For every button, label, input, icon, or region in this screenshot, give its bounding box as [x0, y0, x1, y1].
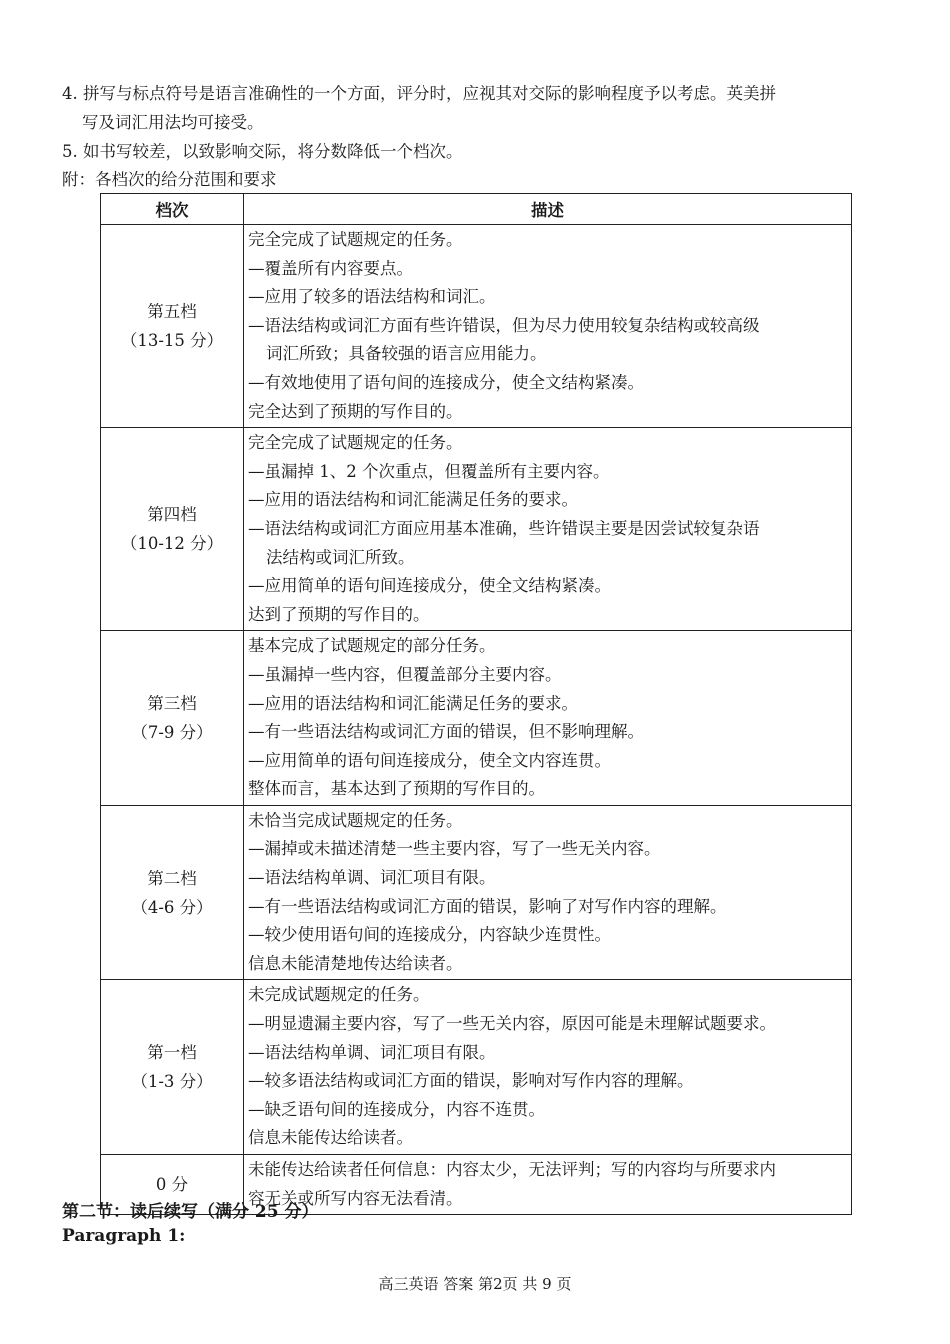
description-line: 整体而言，基本达到了预期的写作目的。	[248, 779, 545, 799]
level-range: （13-15 分）	[120, 331, 224, 351]
level-range: （7-9 分）	[131, 723, 213, 743]
level-range: （1-3 分）	[131, 1072, 213, 1092]
note-4	[62, 79, 892, 137]
description-cell	[244, 805, 852, 980]
description-line: 未能传达给读者任何信息：内容太少，无法评判；写的内容均与所要求内	[248, 1160, 776, 1179]
scoring-table	[100, 193, 852, 1215]
description-line: —有一些语法结构或词汇方面的错误，但不影响理解。	[248, 722, 644, 742]
description-cell	[244, 631, 852, 806]
description-line: —语法结构或词汇方面有些许错误，但为尽力使用较复杂结构或较高级	[248, 315, 760, 335]
note-5: 5. 如书写较差，以致影响交际，将分数降低一个档次。	[62, 142, 463, 161]
description-line: —漏掉或未描述清楚一些主要内容，写了一些无关内容。	[248, 839, 661, 859]
header-description: 描述	[244, 194, 852, 225]
description-line: 完全完成了试题规定的任务。	[248, 230, 463, 249]
table-row-level-4	[101, 428, 852, 631]
description-cell	[244, 428, 852, 631]
level-range: （10-12 分）	[120, 534, 224, 554]
description-line: —明显遗漏主要内容，写了一些无关内容，原因可能是未理解试题要求。	[248, 1014, 776, 1034]
page-footer: 高三英语 答案 第2页 共 9 页	[378, 1275, 572, 1293]
description-line: 未完成试题规定的任务。	[248, 985, 430, 1005]
description-line: —虽漏掉一些内容，但覆盖部分主要内容。	[248, 664, 562, 684]
level-name: 第二档	[147, 868, 197, 888]
description-line: —较多语法结构或词汇方面的错误，影响对写作内容的理解。	[248, 1071, 694, 1091]
level-name: 第四档	[147, 505, 197, 525]
description-line: —语法结构或词汇方面应用基本准确，些许错误主要是因尝试较复杂语	[248, 518, 760, 538]
description-line: —覆盖所有内容要点。	[248, 258, 413, 278]
table-row-level-2	[101, 805, 852, 980]
note-4-line-2: 写及词汇用法均可接受。	[82, 113, 264, 132]
level-name: 第一档	[147, 1043, 197, 1063]
table-row-level-5	[101, 225, 852, 428]
level-name: 第五档	[147, 302, 197, 322]
description-line: —应用了较多的语法结构和词汇。	[248, 287, 496, 307]
description-line: —应用的语法结构和词汇能满足任务的要求。	[248, 693, 578, 713]
note-4-line-1: 4. 拼写与标点符号是语言准确性的一个方面，评分时，应视其对交际的影响程度予以考虑。英美拼	[62, 84, 776, 103]
table-header-row	[101, 194, 852, 225]
description-line: 容无关或所写内容无法看清。	[248, 1188, 463, 1208]
description-line: 法结构或词汇所致。	[266, 547, 415, 567]
description-line: —应用简单的语句间连接成分，使全文结构紧凑。	[248, 576, 611, 596]
description-line: —语法结构单调、词汇项目有限。	[248, 1042, 496, 1062]
description-line: —应用简单的语句间连接成分，使全文内容连贯。	[248, 750, 611, 770]
description-line: —较少使用语句间的连接成分，内容缺少连贯性。	[248, 925, 611, 945]
description-line: —虽漏掉 1、2 个次重点，但覆盖所有主要内容。	[248, 461, 610, 481]
level-name: 0 分	[155, 1175, 189, 1195]
level-cell	[101, 980, 244, 1155]
level-cell	[101, 805, 244, 980]
description-line: 完全达到了预期的写作目的。	[248, 401, 463, 421]
description-line: 信息未能清楚地传达给读者。	[248, 953, 463, 973]
table-row-level-3	[101, 631, 852, 806]
description-line: —有一些语法结构或词汇方面的错误，影响了对写作内容的理解。	[248, 896, 727, 916]
description-line: 信息未能传达给读者。	[248, 1128, 413, 1148]
level-name: 第三档	[147, 694, 197, 714]
description-line: —应用的语法结构和词汇能满足任务的要求。	[248, 490, 578, 510]
description-cell	[244, 225, 852, 428]
description-cell	[244, 1155, 852, 1215]
table-row-level-1	[101, 980, 852, 1155]
level-cell	[101, 428, 244, 631]
description-line: 基本完成了试题规定的部分任务。	[248, 636, 496, 656]
level-range: （4-6 分）	[131, 897, 213, 917]
section-2-title: 第二节：读后续写（满分 25 分）	[62, 1202, 319, 1222]
description-line: 达到了预期的写作目的。	[248, 604, 430, 624]
description-cell	[244, 980, 852, 1155]
description-line: —语法结构单调、词汇项目有限。	[248, 868, 496, 888]
description-line: 未恰当完成试题规定的任务。	[248, 810, 463, 830]
description-line: 词汇所致；具备较强的语言应用能力。	[266, 344, 547, 364]
paragraph-label: Paragraph 1:	[62, 1226, 186, 1246]
description-line: —有效地使用了语句间的连接成分，使全文结构紧凑。	[248, 372, 644, 392]
description-line: 完全完成了试题规定的任务。	[248, 433, 463, 453]
level-cell	[101, 631, 244, 806]
header-level: 档次	[101, 194, 244, 225]
level-cell	[101, 225, 244, 428]
appendix-caption: 附：各档次的给分范围和要求	[62, 170, 277, 189]
description-line: —缺乏语句间的连接成分，内容不连贯。	[248, 1099, 545, 1119]
